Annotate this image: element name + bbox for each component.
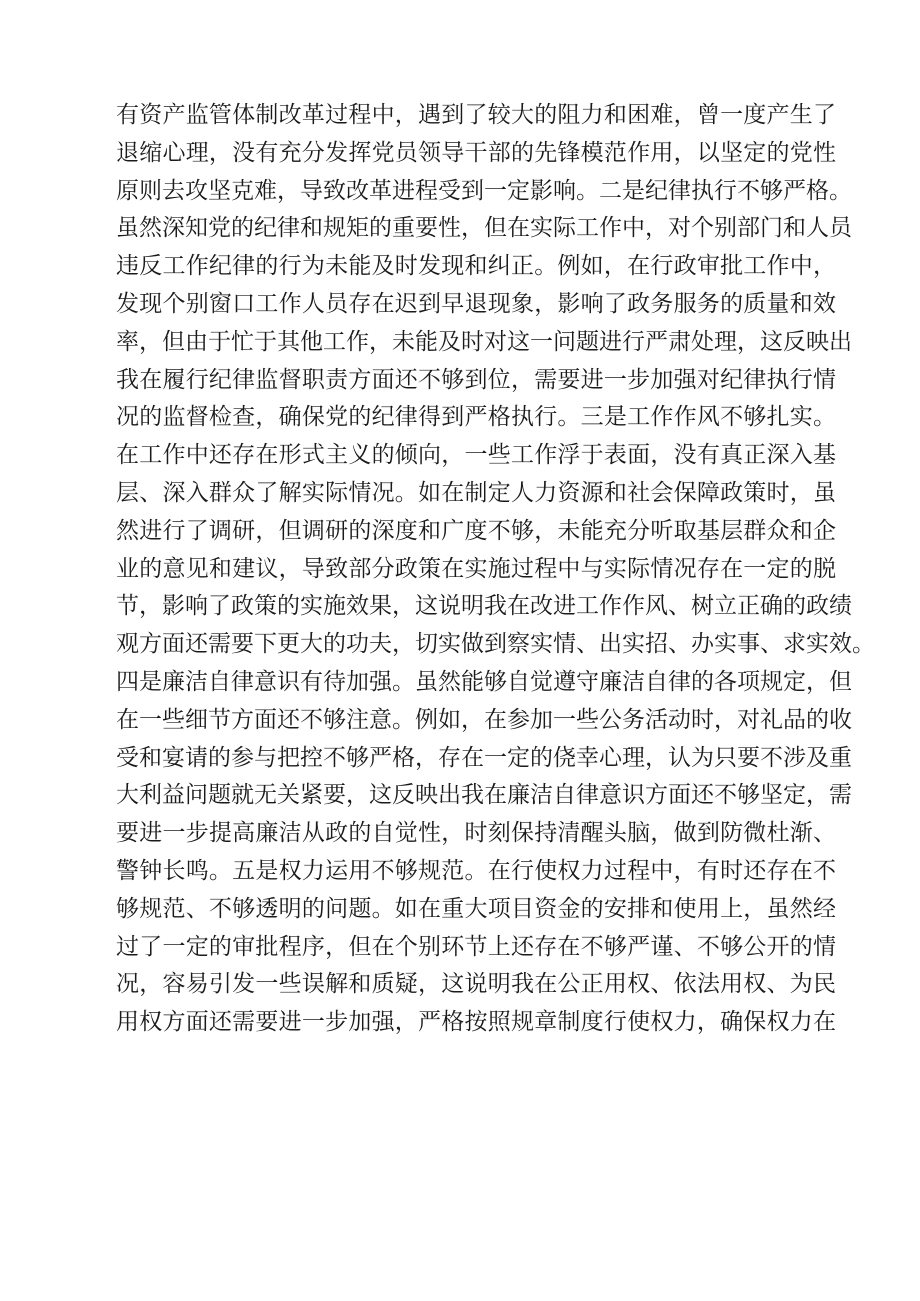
text-line: 四是廉洁自律意识有待加强。虽然能够自觉遵守廉洁自律的各项规定，但 xyxy=(116,668,852,695)
text-line: 然进行了调研，但调研的深度和广度不够，未能充分听取基层群众和企 xyxy=(116,517,836,544)
text-line: 在工作中还存在形式主义的倾向，一些工作浮于表面，没有真正深入基 xyxy=(116,442,836,469)
text-line: 要进一步提高廉洁从政的自觉性，时刻保持清醒头脑，做到防微杜渐、 xyxy=(116,820,836,847)
text-line: 有资产监管体制改革过程中，遇到了较大的阻力和困难，曾一度产生了 xyxy=(116,102,836,128)
text-line: 过了一定的审批程序，但在个别环节上还存在不够严谨、不够公开的情 xyxy=(116,933,836,960)
text-line: 退缩心理，没有充分发挥党员领导干部的先锋模范作用，以坚定的党性 xyxy=(116,139,836,166)
text-line: 原则去攻坚克难，导致改革进程受到一定影响。二是纪律执行不够严格。 xyxy=(116,177,852,204)
text-line: 率，但由于忙于其他工作，未能及时对这一问题进行严肃处理，这反映出 xyxy=(116,328,852,355)
text-line: 用权方面还需要进一步加强，严格按照规章制度行使权力，确保权力在 xyxy=(116,1009,836,1036)
text-line: 况的监督检查，确保党的纪律得到严格执行。三是工作作风不够扎实。 xyxy=(116,404,836,431)
body-text xyxy=(116,97,875,1042)
text-line: 警钟长鸣。五是权力运用不够规范。在行使权力过程中，有时还存在不 xyxy=(116,857,836,884)
text-line: 层、深入群众了解实际情况。如在制定人力资源和社会保障政策时，虽 xyxy=(116,479,836,506)
text-line: 况，容易引发一些误解和质疑，这说明我在公正用权、依法用权、为民 xyxy=(116,971,836,998)
text-line: 观方面还需要下更大的功夫，切实做到察实情、出实招、办实事、求实效。 xyxy=(116,631,875,658)
text-line: 我在履行纪律监督职责方面还不够到位，需要进一步加强对纪律执行情 xyxy=(116,366,836,393)
text-line: 在一些细节方面还不够注意。例如，在参加一些公务活动时，对礼品的收 xyxy=(116,706,852,733)
text-line: 大利益问题就无关紧要，这反映出我在廉洁自律意识方面还不够坚定，需 xyxy=(116,782,852,809)
text-line: 违反工作纪律的行为未能及时发现和纠正。例如，在行政审批工作中， xyxy=(116,253,836,280)
text-line: 节，影响了政策的实施效果，这说明我在改进工作作风、树立正确的政绩 xyxy=(116,593,852,620)
text-line: 受和宴请的参与把控不够严格，存在一定的侥幸心理，认为只要不涉及重 xyxy=(116,744,852,771)
text-line: 发现个别窗口工作人员存在迟到早退现象，影响了政务服务的质量和效 xyxy=(116,290,836,317)
text-line: 业的意见和建议，导致部分政策在实施过程中与实际情况存在一定的脱 xyxy=(116,555,836,582)
text-line: 虽然深知党的纪律和规矩的重要性，但在实际工作中，对个别部门和人员 xyxy=(116,215,852,242)
text-line: 够规范、不够透明的问题。如在重大项目资金的安排和使用上，虽然经 xyxy=(116,895,836,922)
